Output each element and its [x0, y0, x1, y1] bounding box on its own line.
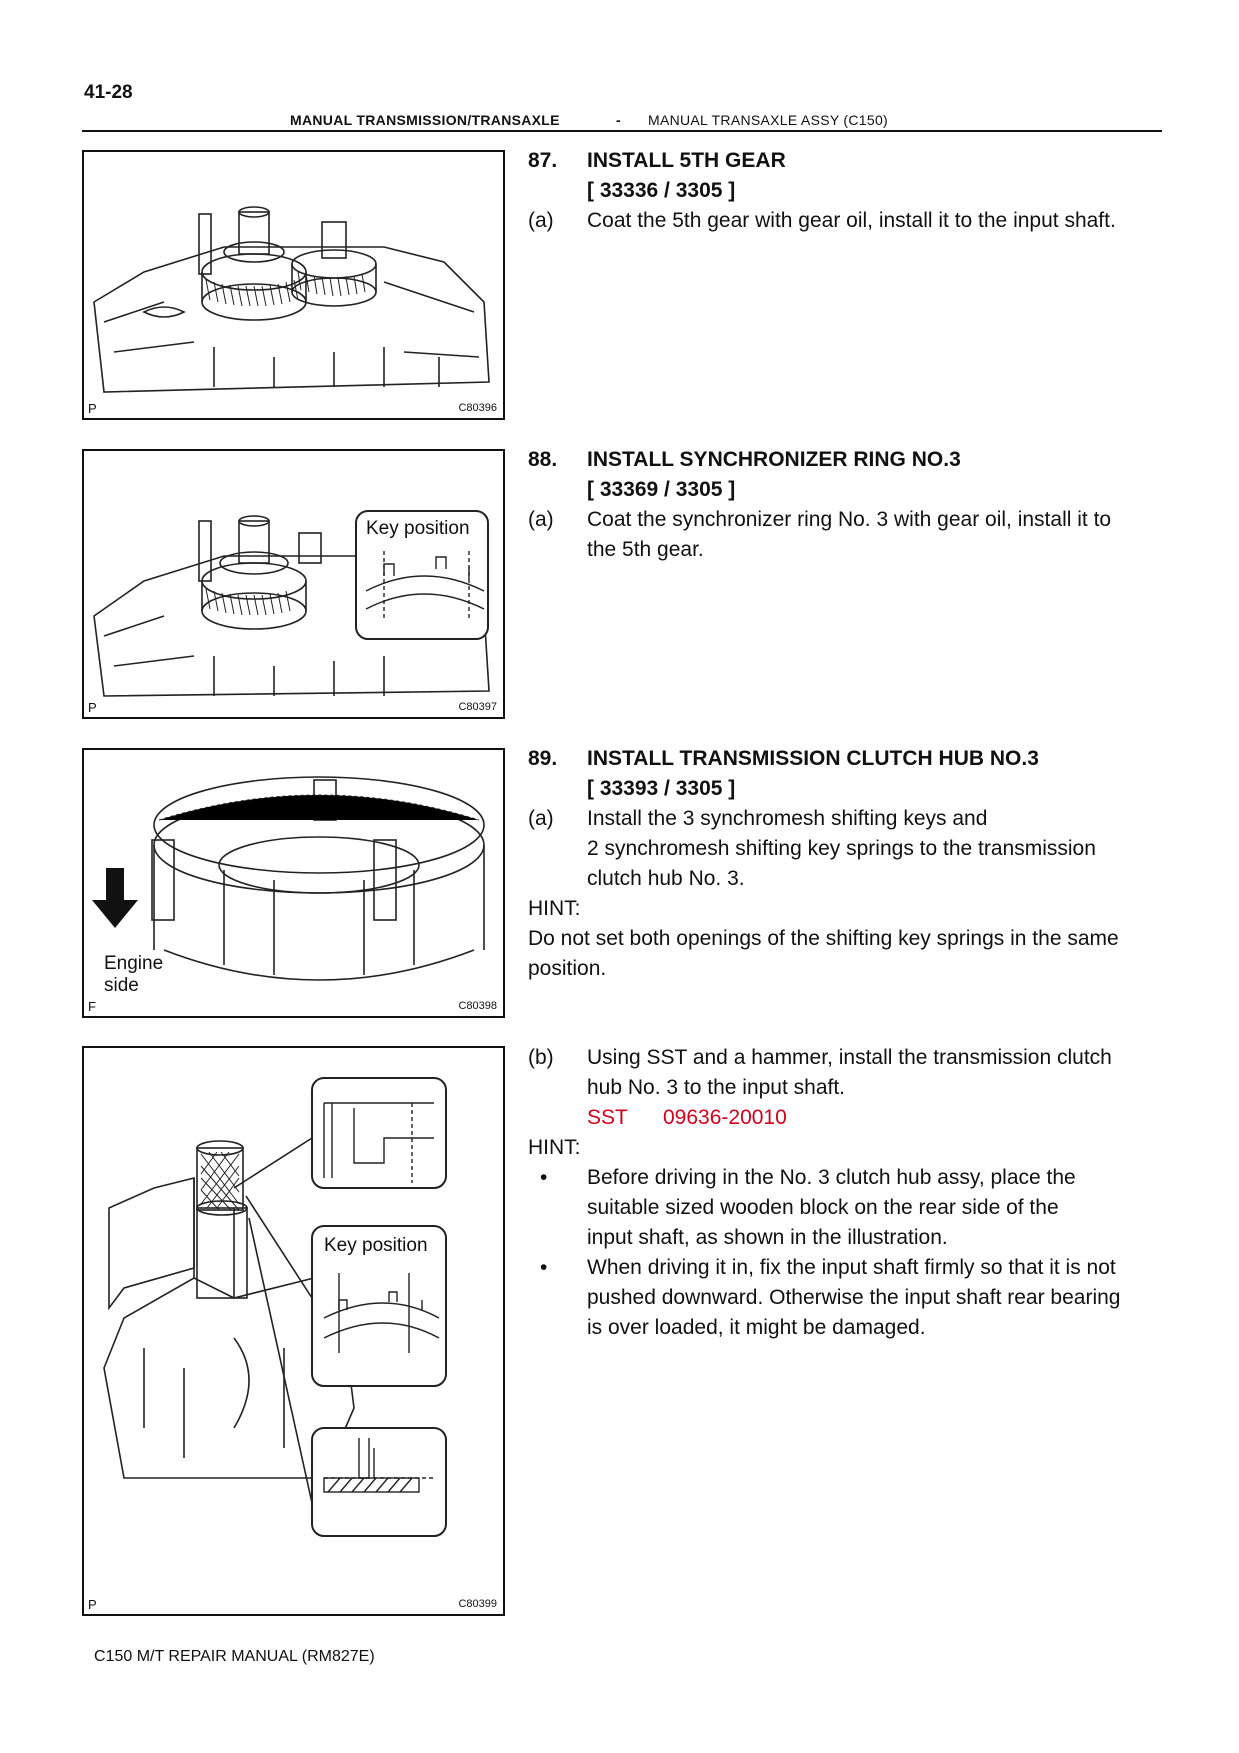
- clutch-hub-illustration: [84, 750, 503, 1016]
- step-89-b: [528, 1043, 1168, 1343]
- synchronizer-illustration: [84, 451, 503, 717]
- substep-text: Coat the 5th gear with gear oil, install it to the input shaft.: [587, 209, 1116, 232]
- engine-side-label-line1: Engine: [104, 953, 164, 974]
- step-89-a: [528, 804, 1168, 984]
- figure-sst-install: [82, 1046, 505, 1616]
- bullet2-line1: When driving it in, fix the input shaft firmly so that it is not: [587, 1256, 1116, 1279]
- step-number: 89.: [528, 747, 558, 770]
- header-subsection: MANUAL TRANSAXLE ASSY (C150): [648, 112, 889, 128]
- sst-install-illustration: [84, 1048, 503, 1614]
- substep-tag: (a): [528, 508, 554, 531]
- bullet1-line3: input shaft, as shown in the illustration.: [587, 1226, 948, 1249]
- bullet: •: [540, 1256, 548, 1279]
- substep-text-line2: hub No. 3 to the input shaft.: [587, 1076, 846, 1099]
- engine-side-label-line2: side: [104, 975, 139, 996]
- step-number: 88.: [528, 448, 558, 471]
- gear-illustration: [84, 152, 503, 418]
- hint-label: HINT:: [528, 897, 581, 920]
- key-position-label: Key position: [366, 518, 470, 539]
- header-section: MANUAL TRANSMISSION/TRANSAXLE: [290, 112, 560, 128]
- figure-code: C80398: [458, 1000, 497, 1012]
- substep-tag: (a): [528, 807, 554, 830]
- bullet2-line3: is over loaded, it might be damaged.: [587, 1316, 926, 1339]
- substep-text-line2: the 5th gear.: [587, 538, 704, 561]
- footer-manual-id: C150 M/T REPAIR MANUAL (RM827E): [94, 1648, 375, 1665]
- figure-clutch-hub: [82, 748, 505, 1018]
- bullet: •: [540, 1166, 548, 1189]
- substep-tag: (a): [528, 209, 554, 232]
- hint-text-line1: Do not set both openings of the shifting key springs in the same: [528, 927, 1119, 950]
- substep-text-line1: Coat the synchronizer ring No. 3 with gear oil, install it to: [587, 508, 1112, 531]
- figure-synchronizer-ring: [82, 449, 505, 719]
- substep-text-line1: Install the 3 synchromesh shifting keys and: [587, 807, 988, 830]
- sst-number: 09636-20010: [663, 1106, 787, 1129]
- header-separator: -: [616, 112, 621, 128]
- figure-code: C80396: [458, 402, 497, 414]
- substep-text-line3: clutch hub No. 3.: [587, 867, 745, 890]
- step-title: INSTALL TRANSMISSION CLUTCH HUB NO.3: [587, 747, 1039, 770]
- substep-text-line1: Using SST and a hammer, install the transmission clutch: [587, 1046, 1112, 1069]
- page-number: 41-28: [84, 82, 133, 103]
- header-rule: [82, 130, 1162, 132]
- key-position-label: Key position: [324, 1235, 428, 1256]
- substep-tag: (b): [528, 1046, 554, 1069]
- step-reference: [ 33369 / 3305 ]: [587, 478, 736, 501]
- step-reference: [ 33393 / 3305 ]: [587, 777, 736, 800]
- figure-mark: P: [88, 1597, 97, 1612]
- bullet2-line2: pushed downward. Otherwise the input shaft rear bearing: [587, 1286, 1121, 1309]
- sst-label: SST: [587, 1106, 628, 1129]
- hint-label: HINT:: [528, 1136, 581, 1159]
- figure-mark: F: [88, 999, 96, 1014]
- step-reference: [ 33336 / 3305 ]: [587, 179, 736, 202]
- bullet1-line2: suitable sized wooden block on the rear side of the: [587, 1196, 1059, 1219]
- figure-5th-gear: [82, 150, 505, 420]
- step-title: INSTALL 5TH GEAR: [587, 149, 786, 172]
- figure-code: C80397: [458, 701, 497, 713]
- bullet1-line1: Before driving in the No. 3 clutch hub assy, place the: [587, 1166, 1076, 1189]
- step-title: INSTALL SYNCHRONIZER RING NO.3: [587, 448, 961, 471]
- step-number: 87.: [528, 149, 558, 172]
- hint-text-line2: position.: [528, 957, 607, 980]
- figure-mark: P: [88, 401, 97, 416]
- substep-text-line2: 2 synchromesh shifting key springs to the transmission: [587, 837, 1096, 860]
- figure-code: C80399: [458, 1598, 497, 1610]
- figure-mark: P: [88, 700, 97, 715]
